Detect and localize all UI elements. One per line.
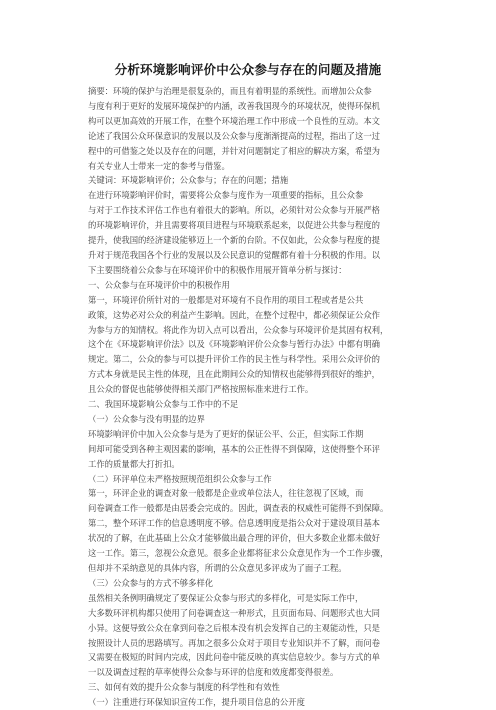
text-line: 程中的可借鉴之处以及存在的问题，并针对问题制定了相应的解决方案，希望为 — [88, 145, 381, 156]
text-line: 构可以更加高效的开展工作，在整个环境治理工作中形成一个良性的互动。本文 — [88, 115, 381, 126]
text-line: 的环境影响评价，并且需要将项目进程与环境联系起来，以促进公共参与程度的 — [88, 220, 381, 231]
text-line: 与对于工作技术评估工作也有着很大的影响。所以，必须针对公众参与开展严格 — [88, 205, 381, 216]
text-line: 这一工作。第三，忽视公众意见。很多企业都将征求公众意见作为一个工作步骤， — [88, 548, 389, 559]
text-line: 提升，使我国的经济建设能够迈上一个新的台阶。不仅如此，公众参与程度的提 — [88, 235, 381, 246]
text-line: 方式本身就是民主性的体现，且在此期间公众的知情权也能够得到很好的维护， — [88, 369, 381, 380]
text-line: 下主要围绕着公众参与在环境评价中的积极作用展开简单分析与探讨： — [88, 264, 347, 275]
text-line: 间却可能受到各种主观因素的影响，基本的公正性得不到保障，这使得整个环评 — [88, 443, 381, 454]
text-line: 问卷调查工作一般都是由居委会完成的。因此，调查表的权威性可能得不到保障。 — [88, 503, 389, 514]
text-line: 第二，整个环评工作的信息透明度不够。信息透明度是指公众对于建设项目基本 — [88, 518, 381, 529]
text-line: 虽然相关条例明确规定了要保证公众参与形式的多样化，可是实际工作中， — [88, 592, 364, 603]
text-line: 工作的质量都大打折扣。 — [88, 458, 180, 469]
text-line: 环境影响评价中加入公众参与是为了更好的保证公平、公正，但实际工作期 — [88, 428, 364, 439]
text-line: 政策，这势必对公众的利益产生影响。因此，在整个过程中，都必须保证公众作 — [88, 309, 381, 320]
text-line: 第一，环评企业的调查对象一般都是企业或单位法人，往往忽视了区域，而 — [88, 488, 364, 499]
text-line: 摘要：环境的保护与治理是很复杂的，而且有着明显的系统性。而增加公众参 — [88, 86, 372, 96]
text-line: 这个在《环境影响评价法》以及《环境影响评价公众参与暂行办法》中都有明确 — [88, 339, 381, 350]
text-line: 论述了我国公众环保意识的发展以及公众参与度渐渐提高的过程，指出了这一过 — [88, 130, 381, 141]
text-line: （一）注重进行环保知识宣传工作，提升项目信息的公开度 — [88, 697, 305, 708]
text-line: （三）公众参与的方式不够多样化 — [88, 577, 214, 588]
text-line: 有关专业人士带来一定的参考与借鉴。 — [88, 160, 230, 171]
text-line: 小异。这便导致公众在拿到问卷之后根本没有机会发挥自己的主观能动性，只是 — [88, 622, 381, 633]
text-line: 第一，环境评价所针对的一般都是对环境有不良作用的项目工程或者是公共 — [88, 294, 364, 305]
text-line: 升对于规范我国各个行业的发展以及公民意识的觉醒都有着十分积极的作用。以 — [88, 249, 381, 260]
text-line: 且公众的督促也能够使得相关部门严格按照标准来进行工作。 — [88, 384, 314, 395]
text-line: 二、我国环境影响公众参与工作中的不足 — [88, 399, 239, 410]
text-line: 三、如何有效的提升公众参与制度的科学性和有效性 — [88, 682, 280, 693]
text-line: 关键词：环境影响评价；公众参与；存在的问题；措施 — [88, 175, 289, 186]
document-body — [88, 84, 410, 710]
text-line: 但却并不采纳意见的具体内容，所谓的公众意见多评成为了面子工程。 — [88, 563, 347, 573]
text-line: 一以及调查过程的草率使得公众参与环评的信度和效度都变得很差。 — [88, 667, 339, 678]
text-line: 与度有利于更好的发展环境保护的内涵，改善我国现今的环境状况，使得环保机 — [88, 100, 381, 111]
text-line: 为参与方的知情权。将此作为切入点可以看出，公众参与环境评价是其固有权利， — [88, 324, 389, 335]
text-line: 大多数环评机构都只使用了问卷调查这一种形式，且页面布局、问题形式也大同 — [88, 607, 381, 618]
text-line: 又需要在极短的时间内完成，因此问卷中能反映的真实信息较少。参与方式的单 — [88, 652, 381, 663]
text-line: （一）公众参与没有明显的边界 — [88, 413, 205, 424]
text-line: 按照设计人员的思路填写。再加之很多公众对于项目专业知识并不了解，而问卷 — [88, 637, 381, 648]
text-line: 在进行环境影响评价时，需要将公众参与度作为一项重要的指标，且公众参 — [88, 190, 364, 201]
text-line: 规定。第二，公众的参与可以提升评价工作的民主性与科学性。采用公众评价的 — [88, 354, 381, 365]
document-title: 分析环境影响评价中公众参与存在的问题及措施 — [114, 62, 382, 77]
text-line: 一、公众参与在环境评价中的积极作用 — [88, 279, 230, 290]
text-line: （二）环评单位未严格按照规范组织公众参与工作 — [88, 473, 272, 484]
text-line: 状况的了解，在此基础上公众才能够做出最合理的评价，但大多数企业都未做好 — [88, 533, 381, 544]
